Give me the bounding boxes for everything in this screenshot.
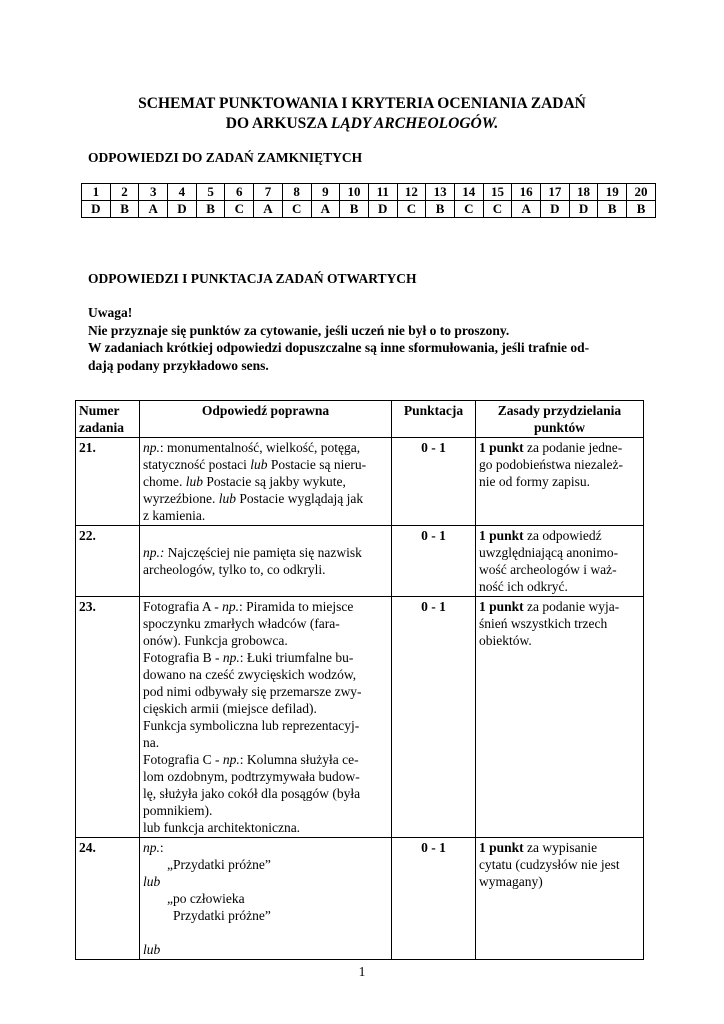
text-line	[143, 490, 388, 507]
answer-letter-cell: C	[225, 201, 254, 218]
text-line	[143, 907, 388, 924]
answer-letter-cell: D	[368, 201, 397, 218]
note-line: dają podany przykładowo sens.	[88, 357, 269, 373]
question-number-row	[82, 184, 656, 201]
text-segment: wość archeologów i waż-	[479, 562, 617, 577]
header-text: punktów	[533, 420, 586, 435]
task-row	[76, 597, 644, 838]
text-line	[479, 456, 640, 473]
text-segment: za odpowiedź	[523, 528, 602, 543]
text-line	[143, 700, 388, 717]
text-line	[143, 439, 388, 456]
answer-letter-cell: B	[426, 201, 455, 218]
closed-answers-heading: ODPOWIEDZI DO ZADAŃ ZAMKNIĘTYCH	[88, 150, 363, 165]
question-number-cell: 3	[139, 184, 168, 201]
text-segment: z kamienia.	[143, 508, 206, 523]
title-prefix: DO ARKUSZA	[225, 115, 331, 132]
text-segment: 1 punkt	[479, 440, 524, 455]
text-segment: lub funkcja architektoniczna.	[143, 820, 301, 835]
text-segment: pomnikiem).	[143, 803, 213, 818]
question-number-cell: 1	[82, 184, 111, 201]
text-segment: 1 punkt	[479, 528, 524, 543]
text-line	[143, 785, 388, 802]
text-line	[143, 598, 388, 615]
text-segment: np.	[222, 599, 239, 614]
text-line	[143, 544, 388, 561]
header-text: zadania	[79, 420, 125, 435]
text-segment	[143, 528, 146, 543]
text-segment: Fotografia B -	[143, 650, 223, 665]
question-number-cell: 20	[627, 184, 656, 201]
text-line	[479, 473, 640, 490]
text-line	[479, 598, 640, 615]
question-number-cell: 6	[225, 184, 254, 201]
task-row	[76, 526, 644, 597]
text-segment: np.:	[143, 545, 165, 560]
scoring-rule	[476, 597, 644, 838]
task-number: 23.	[76, 597, 140, 838]
text-line	[479, 856, 640, 873]
text-segment: 1 punkt	[479, 840, 524, 855]
points-range: 0 - 1	[392, 526, 476, 597]
text-line	[143, 456, 388, 473]
answer-letter-cell: B	[196, 201, 225, 218]
text-segment: lub	[250, 457, 268, 472]
text-segment: lub	[143, 942, 161, 957]
text-segment: :	[159, 840, 164, 855]
question-number-cell: 10	[340, 184, 369, 201]
answer-letter-cell: C	[483, 201, 512, 218]
header-points: Punktacja	[392, 401, 476, 438]
text-segment: uwzględniającą anonimo-	[479, 545, 619, 560]
answer-letter-cell: A	[311, 201, 340, 218]
task-row	[76, 438, 644, 526]
text-segment: go podobieństwa niezależ-	[479, 457, 623, 472]
text-segment: za wypisanie	[523, 840, 598, 855]
answer-letter-row	[82, 201, 656, 218]
answer-letter-cell: D	[541, 201, 570, 218]
text-segment: 1 punkt	[479, 599, 524, 614]
text-segment: np.	[222, 752, 240, 767]
points-range: 0 - 1	[392, 838, 476, 960]
text-segment: lub	[143, 874, 161, 889]
text-line	[143, 802, 388, 819]
text-line	[479, 439, 640, 456]
text-segment: Postacie są nieru-	[267, 457, 367, 472]
scoring-rule	[476, 838, 644, 960]
text-segment: cytatu (cudzysłów nie jest	[479, 857, 620, 872]
text-segment: śnień wszystkich trzech	[479, 616, 608, 631]
answer-letter-cell: C	[397, 201, 426, 218]
answer-letter-cell: A	[254, 201, 283, 218]
text-segment: ność ich odkryć.	[479, 579, 568, 594]
open-table-header-row	[76, 401, 644, 438]
text-segment: np.	[222, 650, 240, 665]
text-line	[479, 578, 640, 595]
text-line	[143, 873, 388, 890]
question-number-cell: 15	[483, 184, 512, 201]
open-answers-heading: ODPOWIEDZI I PUNKTACJA ZADAŃ OTWARTYCH	[88, 271, 417, 286]
text-segment: lę, służyła jako cokół dla posągów (była	[143, 786, 361, 801]
text-line	[143, 751, 388, 768]
question-number-cell: 14	[454, 184, 483, 201]
text-segment: np.	[143, 840, 160, 855]
text-segment: Fotografia C -	[143, 752, 223, 767]
text-segment: : Kolumna służyła ce-	[239, 752, 359, 767]
text-segment: Najczęściej nie pamięta się nazwisk	[164, 545, 362, 560]
answer-letter-cell: B	[340, 201, 369, 218]
text-line	[143, 941, 388, 958]
note-block	[88, 304, 648, 374]
text-segment: nie od formy zapisu.	[479, 474, 590, 489]
task-number: 21.	[76, 438, 140, 526]
text-segment: obiektów.	[479, 633, 532, 648]
text-line	[143, 649, 388, 666]
text-line	[479, 527, 640, 544]
text-segment: pod nimi odbywały się przemarsze zwy-	[143, 684, 362, 699]
text-segment: Przydatki próżne”	[173, 908, 271, 923]
question-number-cell: 13	[426, 184, 455, 201]
header-text: Zasady przydzielania	[497, 403, 622, 418]
text-line	[479, 544, 640, 561]
correct-answer	[140, 438, 392, 526]
text-segment: statyczność postaci	[143, 457, 251, 472]
text-line	[143, 507, 388, 524]
text-segment: „Przydatki próżne”	[167, 857, 271, 872]
task-number: 24.	[76, 838, 140, 960]
text-line	[479, 839, 640, 856]
text-segment: wyrzeźbione.	[143, 491, 219, 506]
text-segment: archeologów, tylko to, co odkryli.	[143, 562, 326, 577]
question-number-cell: 2	[110, 184, 139, 201]
question-number-cell: 7	[254, 184, 283, 201]
text-line	[143, 683, 388, 700]
correct-answer	[140, 526, 392, 597]
text-line	[479, 873, 640, 890]
document-title-line2	[0, 114, 724, 134]
answer-letter-cell: D	[82, 201, 111, 218]
text-line	[143, 924, 388, 941]
text-segment: Postacie są jakby wykute,	[203, 474, 346, 489]
question-number-cell: 16	[512, 184, 541, 201]
text-segment: wymagany)	[479, 874, 543, 889]
note-label: Uwaga!	[88, 305, 133, 320]
answer-letter-cell: B	[110, 201, 139, 218]
question-number-cell: 12	[397, 184, 426, 201]
task-row	[76, 838, 644, 960]
text-segment: : monumentalność, wielkość, potęga,	[159, 440, 361, 455]
text-segment: : Łuki triumfalne bu-	[239, 650, 354, 665]
text-line	[143, 527, 388, 544]
task-number: 22.	[76, 526, 140, 597]
text-line	[143, 890, 388, 907]
text-line	[143, 473, 388, 490]
text-segment: chome.	[143, 474, 186, 489]
text-segment: Funkcja symboliczna lub reprezentacyj-	[143, 718, 360, 733]
closed-answers-table	[81, 183, 656, 218]
text-line	[143, 734, 388, 751]
text-segment: lub	[185, 474, 204, 489]
open-answers-table	[75, 400, 644, 960]
correct-answer	[140, 838, 392, 960]
text-line	[143, 856, 388, 873]
text-segment: dowano na cześć zwycięskich wodzów,	[143, 667, 357, 682]
text-segment: cięskich armii (miejsce defilad).	[143, 701, 317, 716]
answer-letter-cell: C	[454, 201, 483, 218]
note-line: W zadaniach krótkiej odpowiedzi dopuszczalne są inne sformułowania, jeśli trafnie od-	[88, 340, 590, 355]
text-line	[143, 839, 388, 856]
document-title-line1: SCHEMAT PUNKTOWANIA I KRYTERIA OCENIANIA ZADAŃ	[138, 95, 586, 112]
text-segment: za podanie jedne-	[523, 440, 623, 455]
text-line	[479, 561, 640, 578]
text-line	[143, 615, 388, 632]
text-line	[479, 632, 640, 649]
text-line	[143, 632, 388, 649]
text-segment: lom ozdobnym, podtrzymywała budow-	[143, 769, 360, 784]
note-line: Nie przyznaje się punktów za cytowanie, jeśli uczeń nie był o to proszony.	[88, 322, 510, 338]
question-number-cell: 9	[311, 184, 340, 201]
text-segment: : Piramida to miejsce	[239, 599, 354, 614]
text-segment: Postacie wyglądają jak	[235, 491, 364, 506]
text-line	[479, 615, 640, 632]
points-range: 0 - 1	[392, 438, 476, 526]
text-segment	[143, 925, 146, 940]
question-number-cell: 5	[196, 184, 225, 201]
question-number-cell: 19	[598, 184, 627, 201]
text-segment: spoczynku zmarłych władców (fara-	[143, 616, 340, 631]
question-number-cell: 17	[541, 184, 570, 201]
header-question-number	[76, 401, 140, 438]
page-number: 1	[358, 964, 366, 979]
answer-letter-cell: A	[512, 201, 541, 218]
question-number-cell: 4	[168, 184, 197, 201]
answer-letter-cell: D	[168, 201, 197, 218]
text-line	[143, 561, 388, 578]
title-worksheet-name: LĄDY ARCHEOLOGÓW.	[330, 115, 499, 132]
question-number-cell: 18	[569, 184, 598, 201]
question-number-cell: 8	[282, 184, 311, 201]
question-number-cell: 11	[368, 184, 397, 201]
text-segment: „po człowieka	[167, 891, 245, 906]
scoring-rule	[476, 526, 644, 597]
text-line	[143, 819, 388, 836]
text-line	[143, 768, 388, 785]
scoring-rule	[476, 438, 644, 526]
text-segment: np.	[143, 440, 160, 455]
text-line	[143, 666, 388, 683]
text-line	[143, 717, 388, 734]
text-segment: onów). Funkcja grobowca.	[143, 633, 288, 648]
answer-letter-cell: C	[282, 201, 311, 218]
text-segment: Fotografia A -	[143, 599, 223, 614]
points-range: 0 - 1	[392, 597, 476, 838]
text-segment: za podanie wyja-	[523, 599, 620, 614]
answer-letter-cell: A	[139, 201, 168, 218]
text-segment: na.	[143, 735, 160, 750]
header-text: Numer	[79, 403, 120, 418]
answer-letter-cell: B	[627, 201, 656, 218]
header-scoring-rules	[476, 401, 644, 438]
answer-letter-cell: D	[569, 201, 598, 218]
answer-letter-cell: B	[598, 201, 627, 218]
correct-answer	[140, 597, 392, 838]
text-segment: lub	[218, 491, 236, 506]
header-correct-answer: Odpowiedź poprawna	[140, 401, 392, 438]
